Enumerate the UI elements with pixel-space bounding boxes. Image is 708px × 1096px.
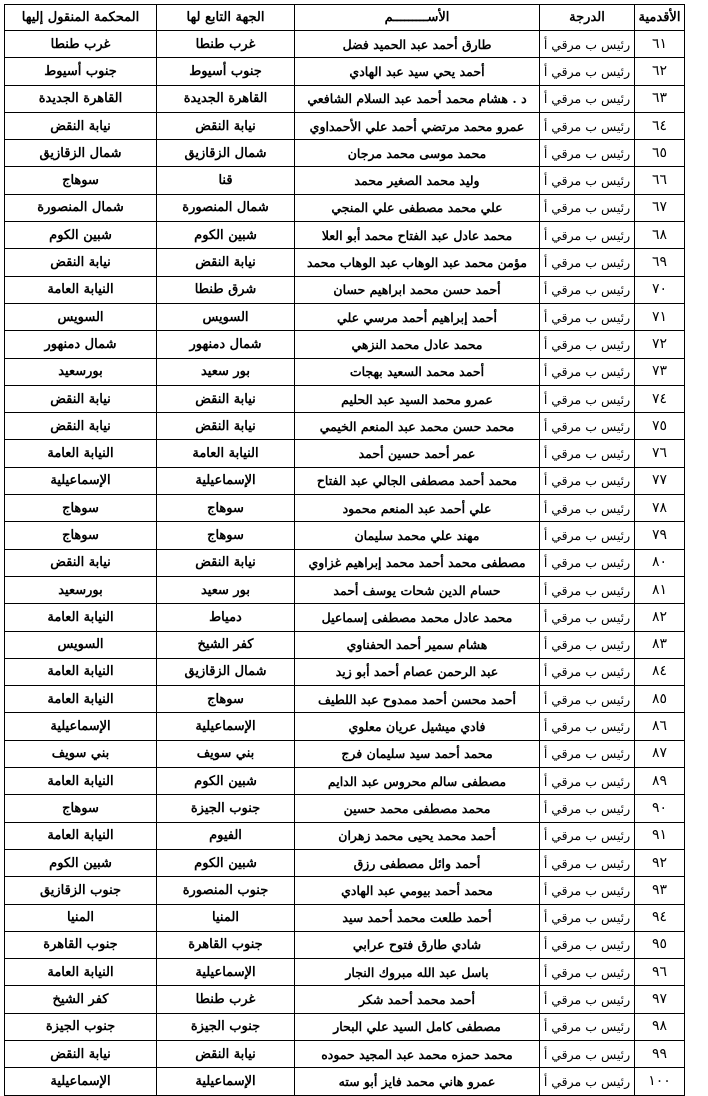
seniority-cell: ٦٢	[635, 58, 685, 85]
seniority-cell: ٩١	[635, 822, 685, 849]
current-entity-cell: جنوب الجيزة	[157, 795, 295, 822]
seniority-cell: ٨٧	[635, 740, 685, 767]
current-entity-cell: القاهرة الجديدة	[157, 85, 295, 112]
seniority-cell: ٧٥	[635, 413, 685, 440]
grade-cell: رئيس ب مرقي أ	[540, 467, 635, 494]
table-row	[5, 576, 685, 603]
seniority-cell: ٦٦	[635, 167, 685, 194]
name-cell: عمرو محمد السيد عبد الحليم	[295, 385, 540, 412]
seniority-cell: ٦٤	[635, 112, 685, 139]
current-entity-cell: شمال المنصورة	[157, 194, 295, 221]
table-row	[5, 740, 685, 767]
header-grade: الدرجة	[540, 5, 635, 31]
name-cell: وليد محمد الصغير محمد	[295, 167, 540, 194]
grade-cell: رئيس ب مرقي أ	[540, 31, 635, 58]
name-cell: أحمد إبراهيم أحمد مرسي علي	[295, 303, 540, 330]
seniority-cell: ٨٣	[635, 631, 685, 658]
transferred-court-cell: النيابة العامة	[5, 959, 157, 986]
current-entity-cell: نيابة النقض	[157, 549, 295, 576]
name-cell: مصطفى كامل السيد علي البحار	[295, 1013, 540, 1040]
table-row	[5, 385, 685, 412]
transferred-court-cell: النيابة العامة	[5, 768, 157, 795]
name-cell: عمرو محمد مرتضي أحمد علي الأحمداوي	[295, 112, 540, 139]
current-entity-cell: شبين الكوم	[157, 768, 295, 795]
grade-cell: رئيس ب مرقي أ	[540, 385, 635, 412]
grade-cell: رئيس ب مرقي أ	[540, 1040, 635, 1067]
table-row	[5, 986, 685, 1013]
grade-cell: رئيس ب مرقي أ	[540, 222, 635, 249]
table-row	[5, 358, 685, 385]
seniority-cell: ٦٩	[635, 249, 685, 276]
grade-cell: رئيس ب مرقي أ	[540, 768, 635, 795]
current-entity-cell: جنوب القاهرة	[157, 931, 295, 958]
table-row	[5, 495, 685, 522]
seniority-cell: ٦٨	[635, 222, 685, 249]
table-row	[5, 931, 685, 958]
name-cell: محمد عادل محمد النزهي	[295, 331, 540, 358]
table-row	[5, 31, 685, 58]
current-entity-cell: جنوب أسيوط	[157, 58, 295, 85]
current-entity-cell: غرب طنطا	[157, 31, 295, 58]
grade-cell: رئيس ب مرقي أ	[540, 1068, 635, 1095]
transferred-court-cell: النيابة العامة	[5, 440, 157, 467]
name-cell: شادي طارق فتوح عرابي	[295, 931, 540, 958]
grade-cell: رئيس ب مرقي أ	[540, 522, 635, 549]
grade-cell: رئيس ب مرقي أ	[540, 959, 635, 986]
transferred-court-cell: سوهاج	[5, 495, 157, 522]
transferred-court-cell: نيابة النقض	[5, 413, 157, 440]
current-entity-cell: السويس	[157, 303, 295, 330]
grade-cell: رئيس ب مرقي أ	[540, 849, 635, 876]
name-cell: حسام الدين شحات يوسف أحمد	[295, 576, 540, 603]
grade-cell: رئيس ب مرقي أ	[540, 58, 635, 85]
table-row	[5, 222, 685, 249]
current-entity-cell: الإسماعيلية	[157, 713, 295, 740]
transferred-court-cell: النيابة العامة	[5, 686, 157, 713]
name-cell: محمد عادل محمد مصطفى إسماعيل	[295, 604, 540, 631]
table-row	[5, 1013, 685, 1040]
current-entity-cell: بني سويف	[157, 740, 295, 767]
name-cell: عمر أحمد حسين أحمد	[295, 440, 540, 467]
seniority-cell: ٨٦	[635, 713, 685, 740]
name-cell: مهند علي محمد سليمان	[295, 522, 540, 549]
grade-cell: رئيس ب مرقي أ	[540, 1013, 635, 1040]
transferred-court-cell: غرب طنطا	[5, 31, 157, 58]
table-row	[5, 140, 685, 167]
current-entity-cell: قنا	[157, 167, 295, 194]
table-row	[5, 112, 685, 139]
grade-cell: رئيس ب مرقي أ	[540, 904, 635, 931]
table-row	[5, 686, 685, 713]
name-cell: محمد أحمد بيومي عبد الهادي	[295, 877, 540, 904]
table-row	[5, 331, 685, 358]
transferred-court-cell: النيابة العامة	[5, 276, 157, 303]
current-entity-cell: شبين الكوم	[157, 222, 295, 249]
name-cell: مصطفى سالم محروس عبد الدايم	[295, 768, 540, 795]
table-row	[5, 522, 685, 549]
table-row	[5, 604, 685, 631]
grade-cell: رئيس ب مرقي أ	[540, 194, 635, 221]
header-current-entity: الجهة التابع لها	[157, 5, 295, 31]
current-entity-cell: جنوب الجيزة	[157, 1013, 295, 1040]
name-cell: محمد حمزه محمد عبد المجيد حموده	[295, 1040, 540, 1067]
grade-cell: رئيس ب مرقي أ	[540, 740, 635, 767]
transferred-court-cell: السويس	[5, 303, 157, 330]
current-entity-cell: نيابة النقض	[157, 385, 295, 412]
name-cell: د . هشام محمد أحمد عبد السلام الشافعي	[295, 85, 540, 112]
transferred-court-cell: نيابة النقض	[5, 249, 157, 276]
grade-cell: رئيس ب مرقي أ	[540, 986, 635, 1013]
transferred-court-cell: شمال المنصورة	[5, 194, 157, 221]
name-cell: أحمد حسن محمد ابراهيم حسان	[295, 276, 540, 303]
seniority-cell: ٨٠	[635, 549, 685, 576]
name-cell: فادي ميشيل عريان معلوي	[295, 713, 540, 740]
transferred-court-cell: جنوب الجيزة	[5, 1013, 157, 1040]
grade-cell: رئيس ب مرقي أ	[540, 140, 635, 167]
seniority-cell: ٨٩	[635, 768, 685, 795]
seniority-cell: ٧٩	[635, 522, 685, 549]
name-cell: محمد أحمد سيد سليمان فرج	[295, 740, 540, 767]
transferred-court-cell: المنيا	[5, 904, 157, 931]
transferred-court-cell: سوهاج	[5, 522, 157, 549]
table-row	[5, 249, 685, 276]
transferred-court-cell: سوهاج	[5, 795, 157, 822]
transfers-table	[4, 4, 685, 1096]
table-header-row	[5, 5, 685, 31]
current-entity-cell: بور سعيد	[157, 576, 295, 603]
grade-cell: رئيس ب مرقي أ	[540, 413, 635, 440]
table-row	[5, 768, 685, 795]
grade-cell: رئيس ب مرقي أ	[540, 822, 635, 849]
table-row	[5, 467, 685, 494]
transferred-court-cell: الإسماعيلية	[5, 467, 157, 494]
table-row	[5, 822, 685, 849]
current-entity-cell: نيابة النقض	[157, 112, 295, 139]
name-cell: أحمد محمد يحيى محمد زهران	[295, 822, 540, 849]
grade-cell: رئيس ب مرقي أ	[540, 331, 635, 358]
transferred-court-cell: النيابة العامة	[5, 604, 157, 631]
grade-cell: رئيس ب مرقي أ	[540, 276, 635, 303]
current-entity-cell: شمال الزقازيق	[157, 140, 295, 167]
table-row	[5, 276, 685, 303]
name-cell: مؤمن محمد عبد الوهاب عبد الوهاب محمد	[295, 249, 540, 276]
name-cell: أحمد وائل مصطفى رزق	[295, 849, 540, 876]
current-entity-cell: نيابة النقض	[157, 249, 295, 276]
name-cell: أحمد طلعت محمد أحمد سيد	[295, 904, 540, 931]
transferred-court-cell: الإسماعيلية	[5, 1068, 157, 1095]
current-entity-cell: بور سعيد	[157, 358, 295, 385]
current-entity-cell: غرب طنطا	[157, 986, 295, 1013]
header-name: الأســـــــــم	[295, 5, 540, 31]
transferred-court-cell: نيابة النقض	[5, 549, 157, 576]
grade-cell: رئيس ب مرقي أ	[540, 604, 635, 631]
transferred-court-cell: جنوب الزقازيق	[5, 877, 157, 904]
seniority-cell: ١٠٠	[635, 1068, 685, 1095]
seniority-cell: ٩٠	[635, 795, 685, 822]
table-row	[5, 658, 685, 685]
seniority-cell: ٩٣	[635, 877, 685, 904]
current-entity-cell: الفيوم	[157, 822, 295, 849]
name-cell: مصطفى محمد أحمد محمد إبراهيم غزاوي	[295, 549, 540, 576]
grade-cell: رئيس ب مرقي أ	[540, 877, 635, 904]
table-row	[5, 194, 685, 221]
grade-cell: رئيس ب مرقي أ	[540, 795, 635, 822]
table-row	[5, 1040, 685, 1067]
name-cell: محمد مصطفى محمد حسين	[295, 795, 540, 822]
current-entity-cell: سوهاج	[157, 522, 295, 549]
grade-cell: رئيس ب مرقي أ	[540, 167, 635, 194]
transferred-court-cell: نيابة النقض	[5, 112, 157, 139]
grade-cell: رئيس ب مرقي أ	[540, 85, 635, 112]
transferred-court-cell: شبين الكوم	[5, 222, 157, 249]
grade-cell: رئيس ب مرقي أ	[540, 495, 635, 522]
seniority-cell: ٨١	[635, 576, 685, 603]
seniority-cell: ٦٣	[635, 85, 685, 112]
current-entity-cell: شمال الزقازيق	[157, 658, 295, 685]
seniority-cell: ٩٢	[635, 849, 685, 876]
seniority-cell: ٦١	[635, 31, 685, 58]
name-cell: أحمد محمد أحمد شكر	[295, 986, 540, 1013]
name-cell: هشام سمير أحمد الحفناوي	[295, 631, 540, 658]
seniority-cell: ٩٦	[635, 959, 685, 986]
seniority-cell: ٨٢	[635, 604, 685, 631]
current-entity-cell: شبين الكوم	[157, 849, 295, 876]
seniority-cell: ٩٨	[635, 1013, 685, 1040]
seniority-cell: ٩٧	[635, 986, 685, 1013]
transferred-court-cell: شمال الزقازيق	[5, 140, 157, 167]
current-entity-cell: سوهاج	[157, 495, 295, 522]
table-row	[5, 959, 685, 986]
current-entity-cell: جنوب المنصورة	[157, 877, 295, 904]
table-row	[5, 877, 685, 904]
seniority-cell: ٧٦	[635, 440, 685, 467]
seniority-cell: ٧٤	[635, 385, 685, 412]
name-cell: عبد الرحمن عصام أحمد أبو زيد	[295, 658, 540, 685]
transferred-court-cell: القاهرة الجديدة	[5, 85, 157, 112]
transferred-court-cell: بورسعيد	[5, 358, 157, 385]
seniority-cell: ٧٠	[635, 276, 685, 303]
grade-cell: رئيس ب مرقي أ	[540, 303, 635, 330]
name-cell: باسل عبد الله مبروك النجار	[295, 959, 540, 986]
table-row	[5, 713, 685, 740]
transferred-court-cell: كفر الشيخ	[5, 986, 157, 1013]
transferred-court-cell: بورسعيد	[5, 576, 157, 603]
name-cell: علي محمد مصطفى علي المنجي	[295, 194, 540, 221]
current-entity-cell: الإسماعيلية	[157, 959, 295, 986]
name-cell: محمد أحمد مصطفى الجالي عبد الفتاح	[295, 467, 540, 494]
current-entity-cell: شمال دمنهور	[157, 331, 295, 358]
transferred-court-cell: جنوب القاهرة	[5, 931, 157, 958]
grade-cell: رئيس ب مرقي أ	[540, 631, 635, 658]
transferred-court-cell: السويس	[5, 631, 157, 658]
current-entity-cell: شرق طنطا	[157, 276, 295, 303]
transferred-court-cell: نيابة النقض	[5, 1040, 157, 1067]
grade-cell: رئيس ب مرقي أ	[540, 358, 635, 385]
current-entity-cell: النيابة العامة	[157, 440, 295, 467]
transferred-court-cell: النيابة العامة	[5, 658, 157, 685]
seniority-cell: ٧٨	[635, 495, 685, 522]
seniority-cell: ٧٢	[635, 331, 685, 358]
name-cell: محمد حسن محمد عبد المنعم الخيمي	[295, 413, 540, 440]
table-row	[5, 440, 685, 467]
name-cell: أحمد محسن أحمد ممدوح عبد اللطيف	[295, 686, 540, 713]
current-entity-cell: سوهاج	[157, 686, 295, 713]
seniority-cell: ٩٥	[635, 931, 685, 958]
current-entity-cell: الإسماعيلية	[157, 1068, 295, 1095]
grade-cell: رئيس ب مرقي أ	[540, 440, 635, 467]
seniority-cell: ٧٣	[635, 358, 685, 385]
transferred-court-cell: نيابة النقض	[5, 385, 157, 412]
transferred-court-cell: شمال دمنهور	[5, 331, 157, 358]
table-row	[5, 58, 685, 85]
transferred-court-cell: بني سويف	[5, 740, 157, 767]
name-cell: عمرو هاني محمد فايز أبو سته	[295, 1068, 540, 1095]
table-row	[5, 849, 685, 876]
seniority-cell: ٨٤	[635, 658, 685, 685]
name-cell: أحمد محمد السعيد بهجات	[295, 358, 540, 385]
name-cell: علي أحمد عبد المنعم محمود	[295, 495, 540, 522]
seniority-cell: ٩٩	[635, 1040, 685, 1067]
header-transferred-court: المحكمة المنقول إليها	[5, 5, 157, 31]
transferred-court-cell: النيابة العامة	[5, 822, 157, 849]
grade-cell: رئيس ب مرقي أ	[540, 931, 635, 958]
current-entity-cell: دمياط	[157, 604, 295, 631]
table-row	[5, 904, 685, 931]
table-row	[5, 85, 685, 112]
transferred-court-cell: شبين الكوم	[5, 849, 157, 876]
transferred-court-cell: سوهاج	[5, 167, 157, 194]
grade-cell: رئيس ب مرقي أ	[540, 658, 635, 685]
grade-cell: رئيس ب مرقي أ	[540, 549, 635, 576]
name-cell: محمد موسى محمد مرجان	[295, 140, 540, 167]
transferred-court-cell: جنوب أسيوط	[5, 58, 157, 85]
table-row	[5, 631, 685, 658]
current-entity-cell: المنيا	[157, 904, 295, 931]
table-row	[5, 1068, 685, 1095]
name-cell: محمد عادل عبد الفتاح محمد أبو العلا	[295, 222, 540, 249]
seniority-cell: ٨٥	[635, 686, 685, 713]
table-row	[5, 303, 685, 330]
grade-cell: رئيس ب مرقي أ	[540, 686, 635, 713]
current-entity-cell: نيابة النقض	[157, 413, 295, 440]
table-row	[5, 413, 685, 440]
name-cell: طارق أحمد عبد الحميد فضل	[295, 31, 540, 58]
table-row	[5, 167, 685, 194]
seniority-cell: ٩٤	[635, 904, 685, 931]
seniority-cell: ٧٧	[635, 467, 685, 494]
table-row	[5, 795, 685, 822]
seniority-cell: ٦٧	[635, 194, 685, 221]
table-body	[5, 31, 685, 1096]
seniority-cell: ٧١	[635, 303, 685, 330]
current-entity-cell: كفر الشيخ	[157, 631, 295, 658]
grade-cell: رئيس ب مرقي أ	[540, 249, 635, 276]
grade-cell: رئيس ب مرقي أ	[540, 713, 635, 740]
grade-cell: رئيس ب مرقي أ	[540, 112, 635, 139]
current-entity-cell: الإسماعيلية	[157, 467, 295, 494]
seniority-cell: ٦٥	[635, 140, 685, 167]
current-entity-cell: نيابة النقض	[157, 1040, 295, 1067]
table-row	[5, 549, 685, 576]
grade-cell: رئيس ب مرقي أ	[540, 576, 635, 603]
name-cell: أحمد يحي سيد عبد الهادي	[295, 58, 540, 85]
transferred-court-cell: الإسماعيلية	[5, 713, 157, 740]
header-seniority: الأقدمية	[635, 5, 685, 31]
